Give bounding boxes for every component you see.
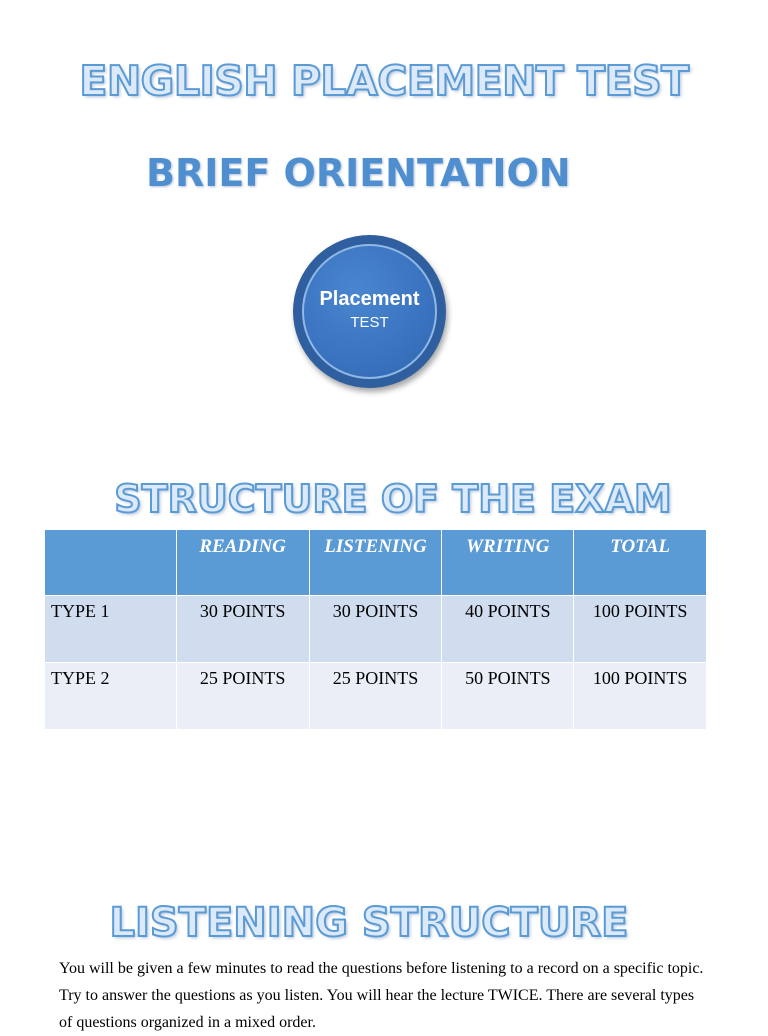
badge-face: [302, 244, 437, 379]
table-cell: 50 POINTS: [442, 663, 574, 730]
table-header-cell: LISTENING: [309, 530, 442, 596]
table-cell: 100 POINTS: [574, 663, 707, 730]
table-cell: TYPE 2: [45, 663, 177, 730]
exam-structure-table: [44, 529, 707, 730]
table-header-cell: WRITING: [442, 530, 574, 596]
listening-paragraph: You will be given a few minutes to read the questions before listening to a record on a specific topic. Try to answer the questions as you listen. You will hear the lecture TWICE. There are several types of questions organized in a mixed order.: [59, 960, 704, 1031]
badge-label-primary: Placement: [319, 288, 420, 310]
table-cell: 25 POINTS: [176, 663, 309, 730]
table-row: [45, 663, 707, 730]
placement-test-badge: [293, 235, 446, 388]
table-cell: 30 POINTS: [176, 596, 309, 663]
structure-heading: STRUCTURE OF THE EXAM: [114, 477, 672, 521]
table-cell: 100 POINTS: [574, 596, 707, 663]
document-subtitle: BRIEF ORIENTATION: [146, 151, 571, 195]
badge-ring: [293, 235, 446, 388]
document-title: ENGLISH PLACEMENT TEST: [79, 57, 689, 105]
table-row: [45, 596, 707, 663]
table-header-cell: TOTAL: [574, 530, 707, 596]
table-cell: TYPE 1: [45, 596, 177, 663]
listening-heading: LISTENING STRUCTURE: [109, 900, 629, 946]
table-header-cell: [45, 530, 177, 596]
table-cell: 25 POINTS: [309, 663, 442, 730]
badge-label-secondary: TEST: [350, 314, 389, 331]
table-header-cell: READING: [176, 530, 309, 596]
table-cell: 40 POINTS: [442, 596, 574, 663]
table-header-row: [45, 530, 707, 596]
table-cell: 30 POINTS: [309, 596, 442, 663]
